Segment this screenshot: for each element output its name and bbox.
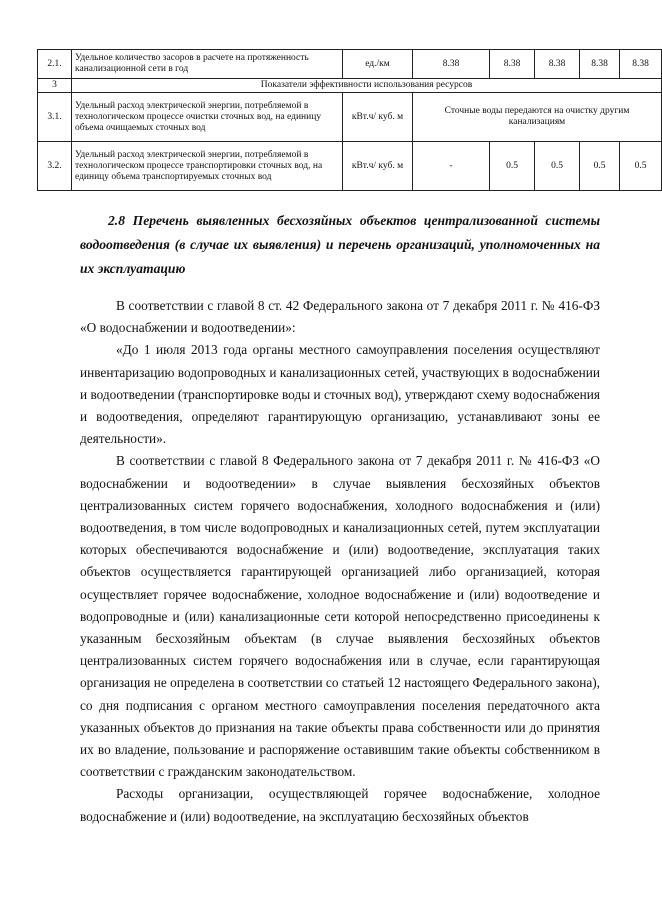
row-unit: ед./км (343, 50, 413, 79)
row-value: 0.5 (490, 142, 535, 191)
paragraph: Расходы организации, осуществляющей горячее водоснабжение, холодное водоснабжение и (или) водоотведение, на эксплуатацию бесхозяйных объектов (80, 786, 600, 824)
row-value: 0.5 (535, 142, 580, 191)
row-note: Сточные воды передаются на очистку другим канализациям (413, 93, 662, 142)
row-value: 0.5 (580, 142, 620, 191)
table-row (38, 142, 662, 191)
row-value: 8.38 (580, 50, 620, 79)
row-value: 0.5 (620, 142, 662, 191)
section-number: 3 (38, 79, 72, 93)
row-description: Удельное количество засоров в расчете на протяженность канализационной сети в год (72, 50, 343, 79)
quote-paragraph: «До 1 июля 2013 года органы местного самоуправления поселения осуществляют инвентаризацию водопроводных и канализационных сетей, участвующих в водоснабжении и водоотведении (транспортировке воды и сточных вод), утверждают схему водоснабжения и водоотведения, определяют гарантирующую организацию, устанавливают зоны ее деятельности». (80, 342, 600, 447)
row-description: Удельный расход электрической энергии, потребляемой в технологическом процессе транспортировки сточных вод, на единицу объема транспортируемых сточных вод (72, 142, 343, 191)
row-unit: кВт.ч/ куб. м (343, 93, 413, 142)
heading-text: 2.8 Перечень выявленных бесхозяйных объектов централизованной системы водоотведения (в случае их выявления) и перечень организаций, уполномоченных на их эксплуатацию (80, 213, 600, 276)
row-number: 3.2. (38, 142, 72, 191)
table-row (38, 50, 662, 79)
row-number: 2.1. (38, 50, 72, 79)
paragraph: В соответствии с главой 8 Федерального закона от 7 декабря 2011 г. № 416-ФЗ «О водоснабжении и водоотведении» в случае выявления бесхозяйных объектов централизованных систем горячего водоснабжения, холодного водоснабжения и (или) водоотведения, в том числе водопроводных и канализационных сетей, путем эксплуатации которых обеспечиваются водоснабжение и (или) водоотведение, эксплуатация таких объектов осуществляется гарантирующей организацией либо организацией, которая осуществляет горячее водоснабжение, холодное водоснабжение и (или) водоотведение и водопроводные и (или) канализационные сети которой непосредственно присоединены к указанным бесхозяйным объектам (в случае выявления бесхозяйных объектов централизованных систем горячего водоснабжения или в случае, если гарантирующая организация не определена в соответствии со статьей 12 настоящего Федерального закона), со дня подписания с органом местного самоуправления поселения передаточного акта указанных объектов до признания на такие объекты права собственности или до принятия их во владение, пользование и распоряжение оставившим такие объекты собственником в соответствии с гражданским законодательством. (80, 453, 600, 780)
row-unit: кВт.ч/ куб. м (343, 142, 413, 191)
section-title: Показатели эффективности использования ресурсов (72, 79, 662, 93)
table-section-row (38, 79, 662, 93)
table-row (38, 93, 662, 142)
row-value: 8.38 (620, 50, 662, 79)
row-number: 3.1. (38, 93, 72, 142)
row-value: - (413, 142, 490, 191)
section-heading (80, 209, 600, 281)
row-value: 8.38 (490, 50, 535, 79)
row-value: 8.38 (413, 50, 490, 79)
paragraph: В соответствии с главой 8 ст. 42 Федерального закона от 7 декабря 2011 г. № 416-ФЗ «О водоснабжении и водоотведении»: (80, 298, 600, 336)
indicators-table (37, 49, 662, 191)
row-description: Удельный расход электрической энергии, потребляемой в технологическом процессе очистки сточных вод, на единицу объема очищаемых сточных вод (72, 93, 343, 142)
document-body (80, 295, 600, 828)
row-value: 8.38 (535, 50, 580, 79)
